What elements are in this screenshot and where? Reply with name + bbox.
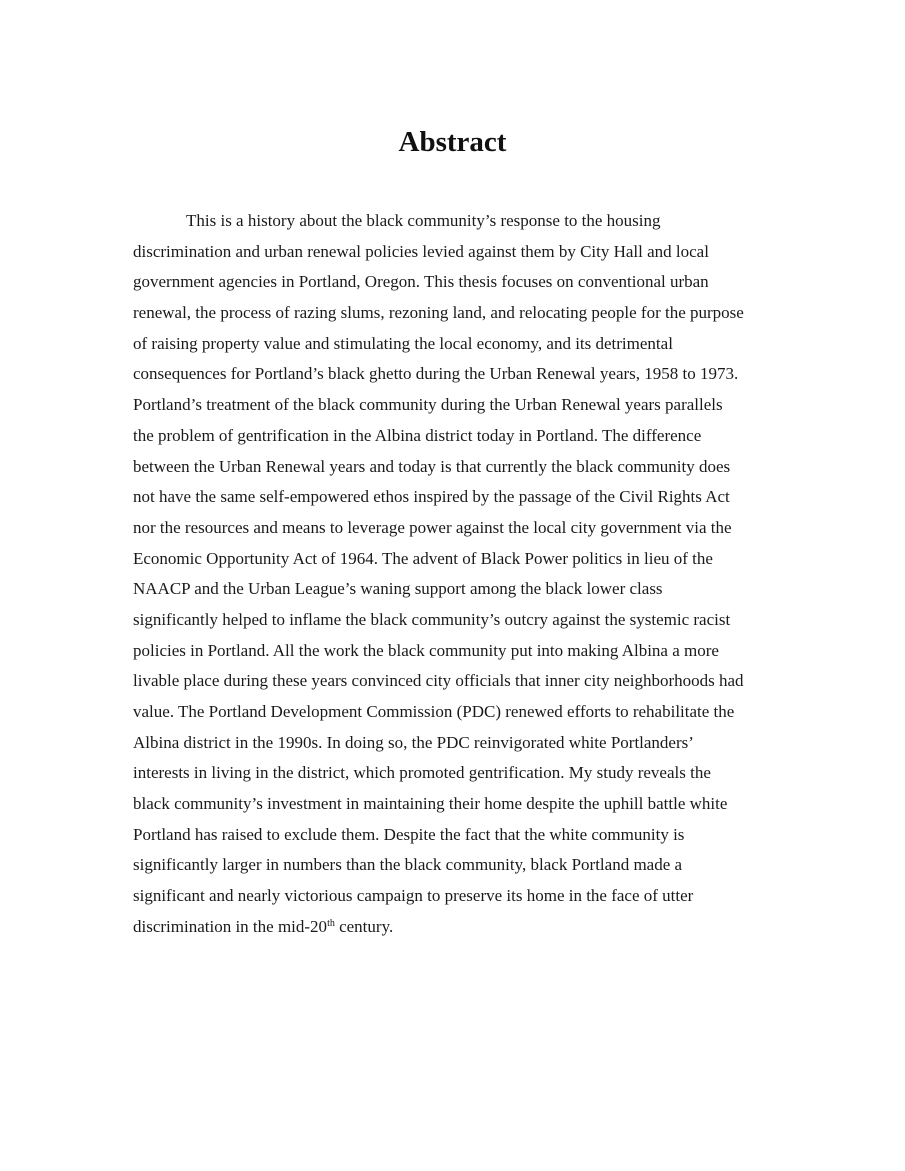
paragraph-line: This is a history about the black community’s response to the housing bbox=[186, 211, 661, 230]
paragraph-line: discrimination and urban renewal policies levied against them by City Hall and local bbox=[133, 241, 709, 261]
paragraph-line: interests in living in the district, which promoted gentrification. My study reveals the bbox=[133, 763, 711, 783]
paragraph-line: black community’s investment in maintaining their home despite the uphill battle white bbox=[133, 794, 728, 814]
paragraph-line: between the Urban Renewal years and today is that currently the black community does bbox=[133, 456, 731, 476]
paragraph-line: significant and nearly victorious campaign to preserve its home in the face of utter bbox=[133, 886, 694, 906]
last-line-end: century. bbox=[334, 916, 394, 936]
page-title: Abstract bbox=[398, 126, 507, 158]
paragraph-line: renewal, the process of razing slums, rezoning land, and relocating people for the purpose bbox=[133, 303, 744, 323]
paragraph-line: Albina district in the 1990s. In doing so, the PDC reinvigorated white Portlanders’ bbox=[133, 732, 694, 752]
paragraph-line: significantly helped to inflame the black community’s outcry against the systemic racist bbox=[133, 609, 731, 629]
paragraph-line: consequences for Portland’s black ghetto during the Urban Renewal years, 1958 to 1973. bbox=[133, 364, 739, 384]
last-line-text: discrimination in the mid-20 bbox=[133, 916, 328, 936]
paragraph-line: Portland’s treatment of the black community during the Urban Renewal years parallels bbox=[133, 395, 723, 415]
paragraph-line: policies in Portland. All the work the black community put into making Albina a more bbox=[133, 640, 719, 660]
paragraph-line: government agencies in Portland, Oregon. This thesis focuses on conventional urban bbox=[133, 272, 709, 292]
paragraph-line: significantly larger in numbers than the black community, black Portland made a bbox=[133, 855, 683, 875]
paragraph-line: not have the same self-empowered ethos inspired by the passage of the Civil Rights Act bbox=[133, 487, 730, 507]
paragraph-last-line bbox=[133, 912, 778, 943]
abstract-paragraph bbox=[133, 206, 778, 943]
paragraph-line: NAACP and the Urban League’s waning support among the black lower class bbox=[133, 579, 663, 599]
paragraph-line: value. The Portland Development Commission (PDC) renewed efforts to rehabilitate the bbox=[133, 702, 735, 721]
paragraph-line: Portland has raised to exclude them. Despite the fact that the white community is bbox=[133, 824, 685, 844]
ordinal-superscript: th bbox=[327, 917, 335, 929]
paragraph-line: the problem of gentrification in the Albina district today in Portland. The difference bbox=[133, 425, 702, 445]
paragraph-line: Economic Opportunity Act of 1964. The advent of Black Power politics in lieu of the bbox=[133, 548, 713, 568]
paragraph-line: livable place during these years convinced city officials that inner city neighborhoods had bbox=[133, 671, 744, 691]
paragraph-line: nor the resources and means to leverage power against the local city government via the bbox=[133, 517, 732, 537]
paragraph-line: of raising property value and stimulating the local economy, and its detrimental bbox=[133, 333, 673, 353]
